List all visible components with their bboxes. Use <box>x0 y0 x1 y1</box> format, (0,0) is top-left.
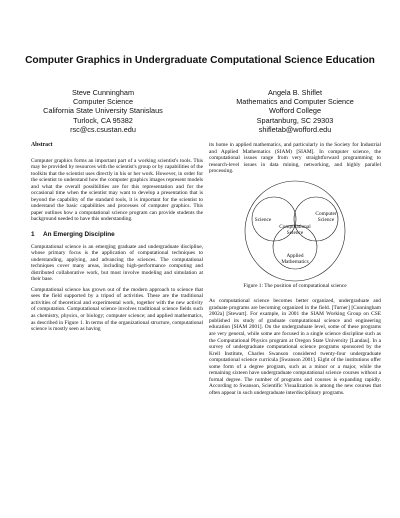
author-name: Angela B. Shiflet <box>268 88 322 97</box>
author-department: Mathematics and Computer Science <box>236 97 354 107</box>
label-computational-line2: Science <box>286 229 304 236</box>
section-number: 1 <box>31 231 35 239</box>
body-paragraph: Computational science has grown out of the modern approach to science that sees the field supported by a tripod of activities. These are the traditional activities of theoretical and experimental work, together with the new activity of computation. Computational science involves traditional science fields such as chemistry, physics, or biology; computer science; and applied mathematics, as described in Figure 1. In terms of the organizational structure, computational science is mostly seen as having <box>31 286 203 333</box>
label-applied-line1: Applied <box>286 252 304 259</box>
section-heading <box>31 232 203 239</box>
author-name: Steve Cunningham <box>71 88 135 97</box>
body-paragraph: As computational science becomes better organized, undergraduate and graduate programs are becoming organized in the field. [Turner] [Cunningham 2002a] [Stewart]. For example, in 2001 the SIAM Working Group on CSE published its study of graduate computational science and engineering education [SIAM 2001]. On the undergraduate level, some of these programs are very general, while some are focused in a single science discipline such as the Computational Physics program at Oregon State University [Landau]. In a survey of undergraduate computational science programs sponsored by the Krell Institute, Charles Swanson considered twenty-four undergraduate computational science curricula [Swanson 2001]. Eight of the institutions offer some form of a degree program, such as a minor or a major, while the remaining sixteen have undergraduate computational science courses without a formal degree. The number of programs and courses is expanding rapidly. According to Swanson, Scientific Visualization is among the new courses that often appear in such undergraduate interdisciplinary programs. <box>209 298 381 396</box>
label-computational-line1: Computational <box>279 223 311 230</box>
label-science: Science <box>254 216 272 223</box>
label-computer-line1: Computer <box>315 210 337 217</box>
abstract-heading: Abstract <box>31 142 53 148</box>
author-block-1 <box>14 88 192 134</box>
author-department: Computer Science <box>72 97 134 107</box>
author-email: shifletab@wofford.edu <box>258 124 332 134</box>
author-institution: Wofford College <box>268 106 322 116</box>
author-block-2 <box>206 88 384 134</box>
section-title: An Emerging Discipline <box>43 231 115 239</box>
label-applied-line2: Mathematics <box>281 258 309 265</box>
label-computer-line2: Science <box>317 216 335 223</box>
author-email: rsc@cs.csustan.edu <box>70 124 136 134</box>
paper-title: Computer Graphics in Undergraduate Computational Science Education <box>25 55 375 66</box>
venn-diagram <box>209 179 381 283</box>
body-paragraph: its home in applied mathematics, and particularly in the Society for Industrial and Applied Mathematics (SIAM) [SIAM]. In computer science, the computational issues range from very straightforward programming to research-level issues in data mining, networking, and highly parallel processing. <box>209 142 381 175</box>
figure-1-venn-diagram <box>209 179 381 283</box>
abstract-text: Computer graphics forms an important part of a working scientist's tools. This may be provided by resources with the scientist's group or by capabilities of the toolkits that the scientist uses directly in his or her work. However, in order for the scientist to understand how the computer graphics images represent models and what the overall possibilities are for this representation and for the occasional time when the scientist may want to develop a presentation that is beyond the capability of the standard tools, it is important for the scientist to understand the basic capabilities and processes of computer graphics. This paper outlines how a computational science program can provide students the background needed to have this understanding. <box>31 157 203 223</box>
figure-caption: Figure 1: The position of computational science <box>243 282 347 289</box>
author-location: Turlock, CA 95382 <box>73 115 133 125</box>
left-column <box>31 142 203 337</box>
body-paragraph: Computational science is an emerging graduate and undergraduate discipline, whose primary focus is the application of computational techniques to understanding, applying, and advancing the sciences. The computational techniques cover many areas, including high-performance computing and distributed collaborative work, but most involve modeling and simulation at their base. <box>31 243 203 283</box>
author-institution: California State University Stanislaus <box>43 106 163 116</box>
right-column <box>209 142 381 400</box>
author-location: Spartanburg, SC 29303 <box>256 115 334 125</box>
